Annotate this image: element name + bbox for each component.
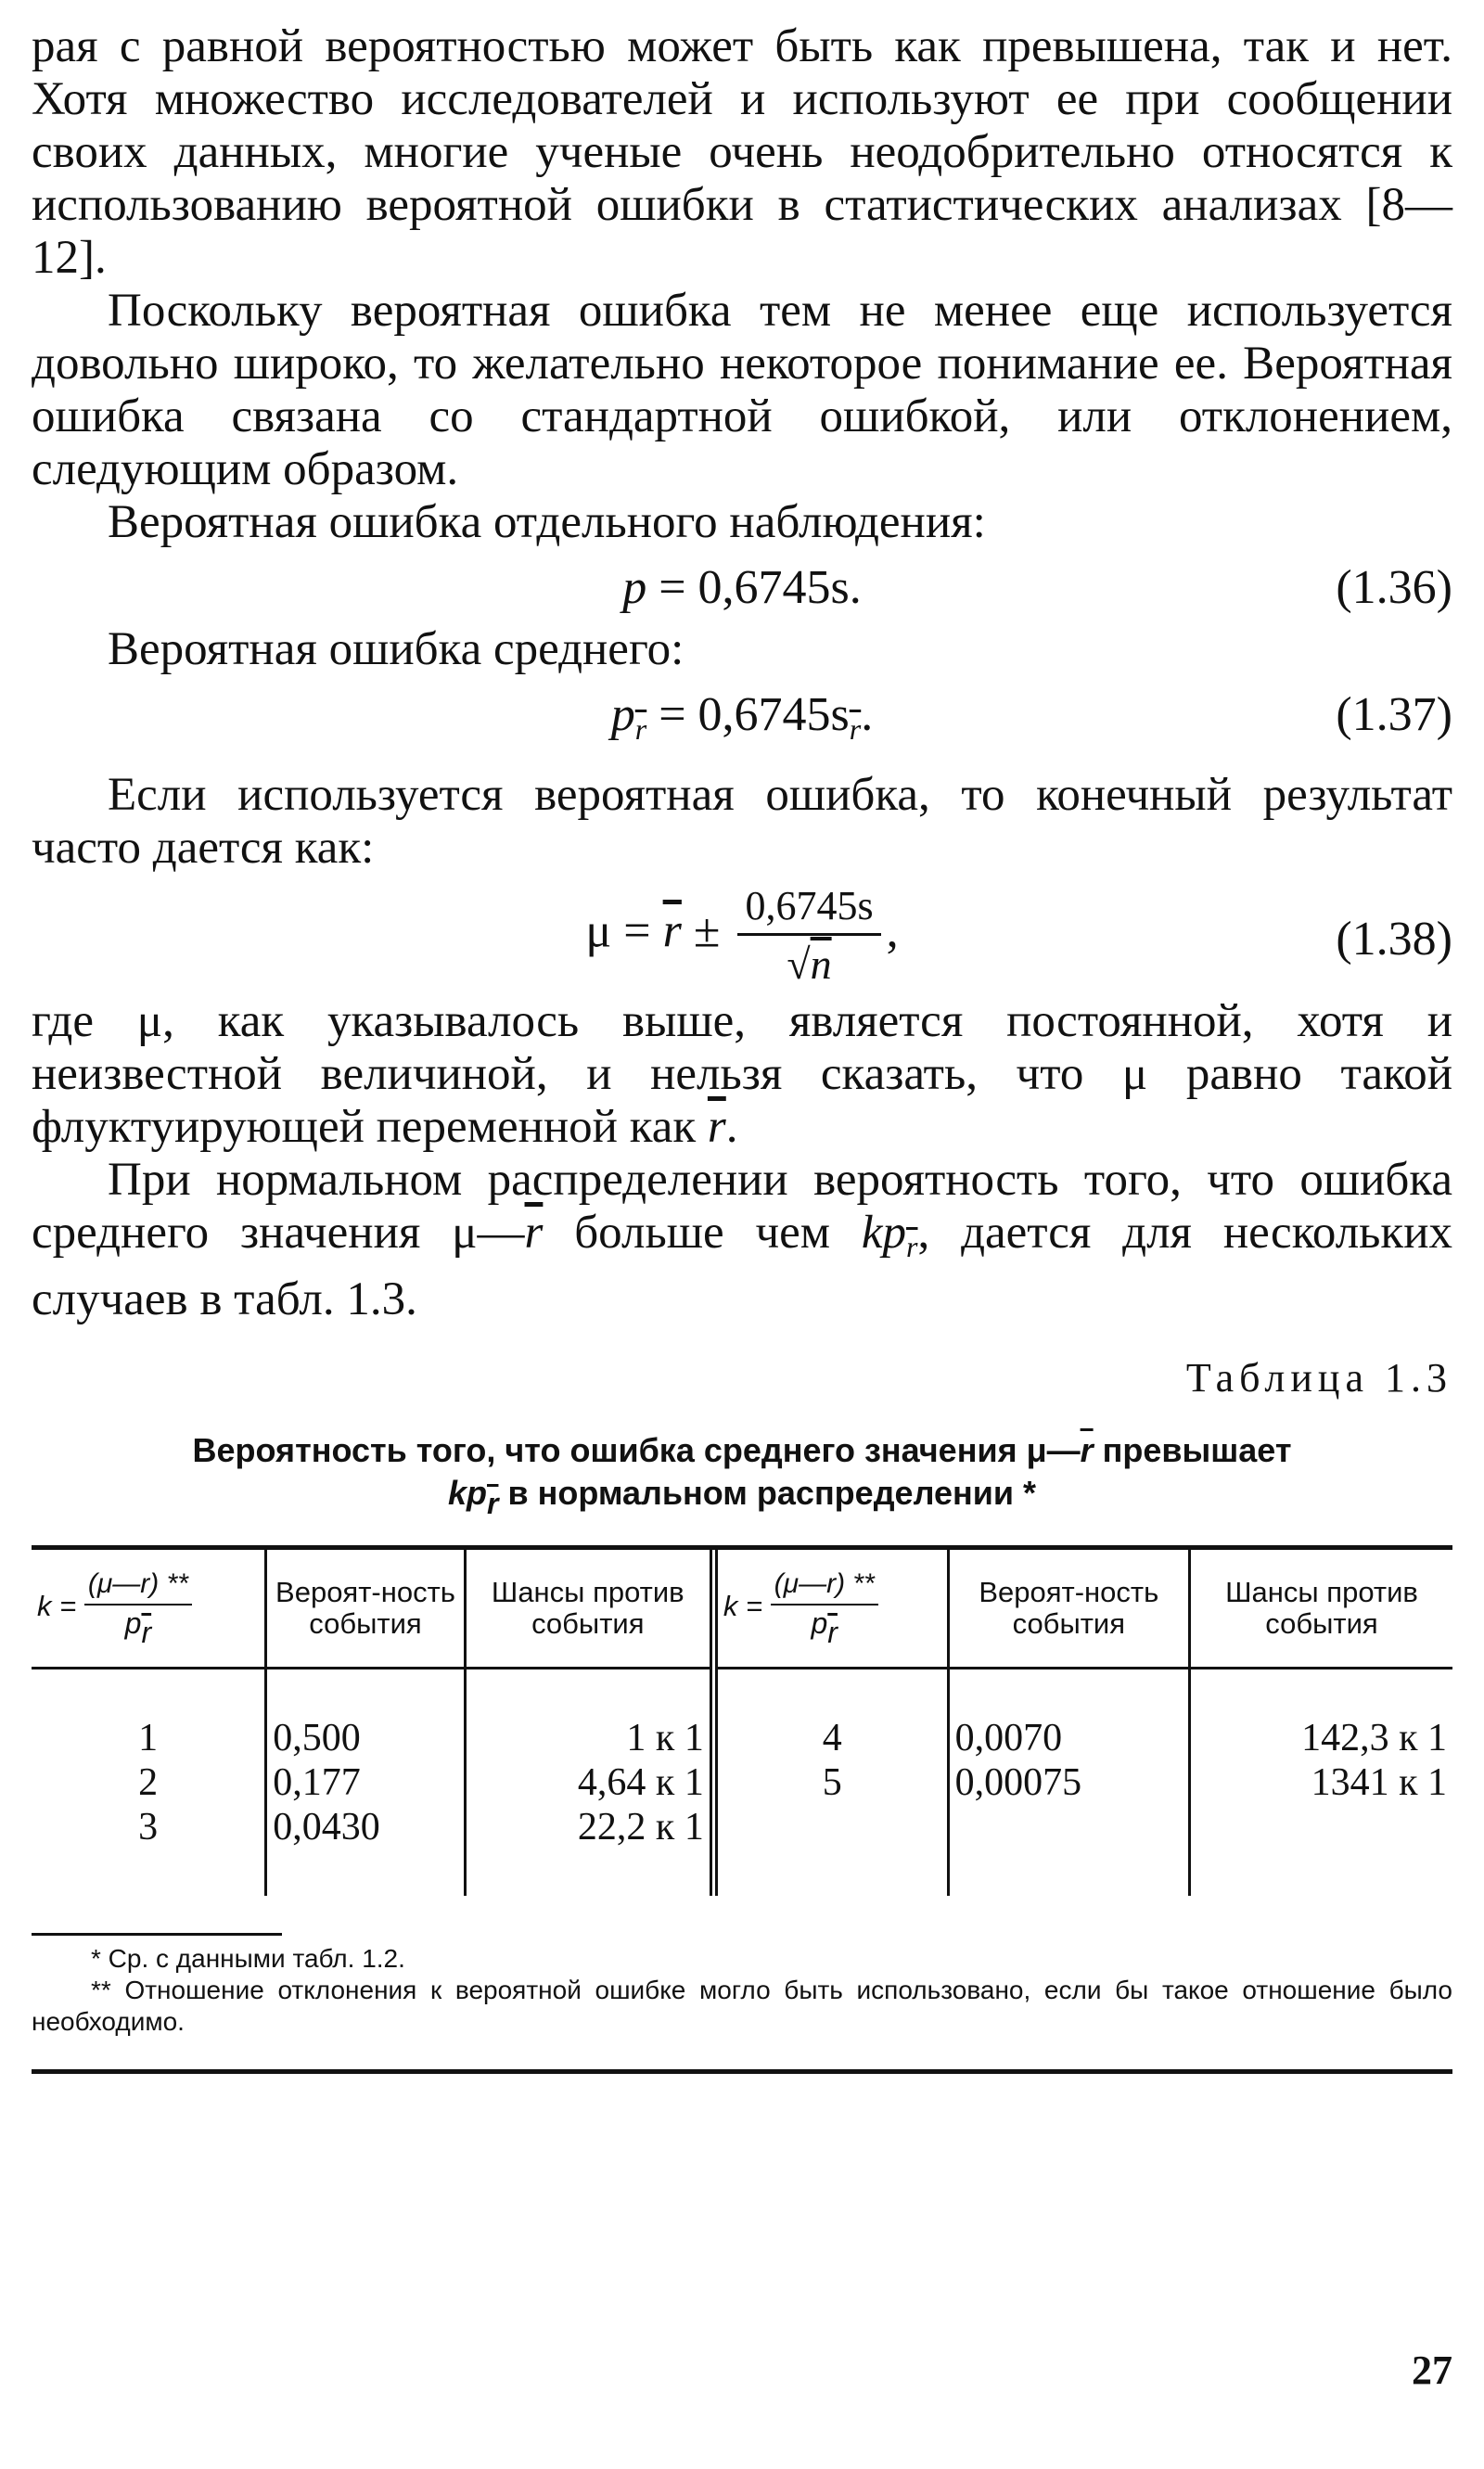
header-probability: Вероят-ность события <box>266 1550 465 1669</box>
paragraph-7 <box>32 1154 1452 1326</box>
eq-r-bar: $\overline{r}$ <box>662 904 682 958</box>
equation-number: (1.38) <box>1336 913 1452 966</box>
footnote-1: * Ср. с данными табл. 1.2. <box>91 1944 405 1973</box>
caption-text-b: превышает <box>1093 1431 1292 1469</box>
header-k-eq: k = <box>37 1590 84 1623</box>
caption-text-a: Вероятность того, что ошибка среднего значения μ— <box>192 1431 1081 1469</box>
cell-k <box>713 1805 948 1849</box>
cell-odds: 22,2 к 1 <box>465 1805 713 1849</box>
eq-lhs: p <box>622 561 647 614</box>
header-k-den <box>771 1605 878 1648</box>
paragraph-7-text-c: , дается для нескольких случаев в табл. 1.3. <box>32 1207 1452 1325</box>
paragraph-6-text: где μ, как указывалось выше, является постоянной, хотя и неизвестной величиной, и нельзя сказать, что μ равно такой флуктуирующей переменной как <box>32 995 1452 1153</box>
table-row <box>32 1760 1452 1805</box>
table-header-row <box>32 1550 1452 1669</box>
probability-table <box>32 1550 1452 1896</box>
kp-subscript: r <box>906 1230 918 1263</box>
cell-probability: 0,0430 <box>266 1805 465 1849</box>
header-k-fraction <box>771 1568 878 1648</box>
eq-lhs-sub: r <box>634 712 647 746</box>
caption-r-bar: $\overline{r}$ <box>1080 1431 1094 1469</box>
cell-odds <box>1190 1805 1452 1849</box>
equation-number: (1.36) <box>1336 561 1452 614</box>
eq-rhs-sub: r <box>849 712 862 746</box>
table-label: Таблица 1.3 <box>1185 1355 1452 1401</box>
cell-probability: 0,177 <box>266 1760 465 1805</box>
header-k <box>713 1550 948 1669</box>
cell-probability: 0,0070 <box>948 1716 1189 1760</box>
cell-k: 1 <box>32 1716 266 1760</box>
paragraph-2: Поскольку вероятная ошибка тем не менее еще используется довольно широко, то желательно некоторое понимание ее. Вероятная ошибка связана со стандартной ошибкой, или отклонением, следующим образом. <box>32 285 1452 495</box>
cell-odds: 4,64 к 1 <box>465 1760 713 1805</box>
eq-rhs-end: . <box>861 688 874 741</box>
eq-lhs: μ = <box>585 904 663 958</box>
header-k-den-p: p <box>811 1606 828 1640</box>
caption-kp: kp <box>447 1474 487 1512</box>
eq-lhs: p <box>610 688 635 741</box>
header-k-num: (μ—r) ** <box>84 1568 192 1605</box>
cell-probability: 0,500 <box>266 1716 465 1760</box>
cell-k: 4 <box>713 1716 948 1760</box>
eq-rhs: = 0,6745s. <box>646 561 862 614</box>
eq-radical: n <box>810 940 832 988</box>
footnote-2: ** Отношение отклонения к вероятной ошибке могло быть использовано, если бы такое отношение было необходимо. <box>32 1976 1452 2036</box>
paragraph-3: Вероятная ошибка отдельного наблюдения: <box>108 496 986 548</box>
footnote-rule <box>32 1933 282 1936</box>
header-probability: Вероят-ность события <box>948 1550 1189 1669</box>
header-k-eq: k = <box>723 1590 771 1623</box>
table-caption <box>32 1429 1452 1525</box>
header-k-den-sub: $\overline{r}$ <box>827 1616 838 1649</box>
header-odds: Шансы против события <box>465 1550 713 1669</box>
table-row <box>32 1805 1452 1849</box>
header-k-fraction <box>84 1568 192 1648</box>
table-spacer-row <box>32 1669 1452 1717</box>
eq-pm: ± <box>681 904 733 958</box>
equation-1-38 <box>32 875 1452 995</box>
equation-number: (1.37) <box>1336 688 1452 741</box>
cell-odds: 1341 к 1 <box>1311 1761 1447 1804</box>
header-k-den <box>84 1605 192 1648</box>
r-bar: $\overline{r}$ <box>524 1207 544 1259</box>
equation-1-36 <box>32 549 1452 623</box>
page-number: 27 <box>1412 2347 1452 2393</box>
equation-formula <box>32 882 1452 989</box>
cell-odds: 1 к 1 <box>465 1716 713 1760</box>
paragraph-5: Если используется вероятная ошибка, то конечный результат часто дается как: <box>32 769 1452 874</box>
paragraph-1: рая с равной вероятностью может быть как превышена, так и нет. Хотя множество исследователей и используют ее при сообщении своих данных, многие ученые очень неодобрительно относятся к использованию вероятной ошибки в статистических анализах [8—12]. <box>32 20 1452 284</box>
paragraph-6-end: . <box>725 1101 738 1153</box>
eq-comma: , <box>886 904 899 958</box>
paragraph-6 <box>32 995 1452 1154</box>
page-bottom-rule <box>32 2069 1452 2074</box>
eq-denominator: √n <box>787 940 832 988</box>
equation-formula <box>32 687 1452 747</box>
r-bar: $\overline{r}$ <box>707 1101 726 1153</box>
eq-fraction <box>737 882 880 989</box>
header-k-den-sub: $\overline{r}$ <box>141 1616 152 1649</box>
cell-probability <box>948 1805 1189 1849</box>
header-odds: Шансы против события <box>1190 1550 1452 1669</box>
table-spacer-row <box>32 1849 1452 1896</box>
header-k <box>32 1550 266 1669</box>
footnotes <box>32 1933 1452 2038</box>
header-k-den-p: p <box>124 1606 142 1640</box>
cell-k: 2 <box>32 1760 266 1805</box>
header-k-num: (μ—r) ** <box>771 1568 878 1605</box>
page-content <box>32 20 1452 2074</box>
cell-probability: 0,00075 <box>948 1760 1189 1805</box>
caption-text-c: в нормальном распределении * <box>498 1474 1037 1512</box>
equation-1-37 <box>32 676 1452 750</box>
paragraph-7-text-a: При нормальном распределении вероятность того, что ошибка среднего значения μ— <box>32 1154 1452 1259</box>
cell-k: 3 <box>32 1805 266 1849</box>
eq-numerator: 0,6745s <box>737 882 880 936</box>
kp-symbol: kp <box>861 1207 907 1259</box>
equation-formula <box>32 560 1452 615</box>
cell-odds: 142,3 к 1 <box>1301 1717 1447 1759</box>
paragraph-7-text-b: больше чем <box>543 1207 862 1259</box>
caption-kp-sub: $\overline{r}$ <box>487 1487 499 1520</box>
table-row <box>32 1716 1452 1760</box>
paragraph-4: Вероятная ошибка среднего: <box>108 623 684 675</box>
cell-k: 5 <box>713 1760 948 1805</box>
eq-rhs: = 0,6745s <box>646 688 850 741</box>
